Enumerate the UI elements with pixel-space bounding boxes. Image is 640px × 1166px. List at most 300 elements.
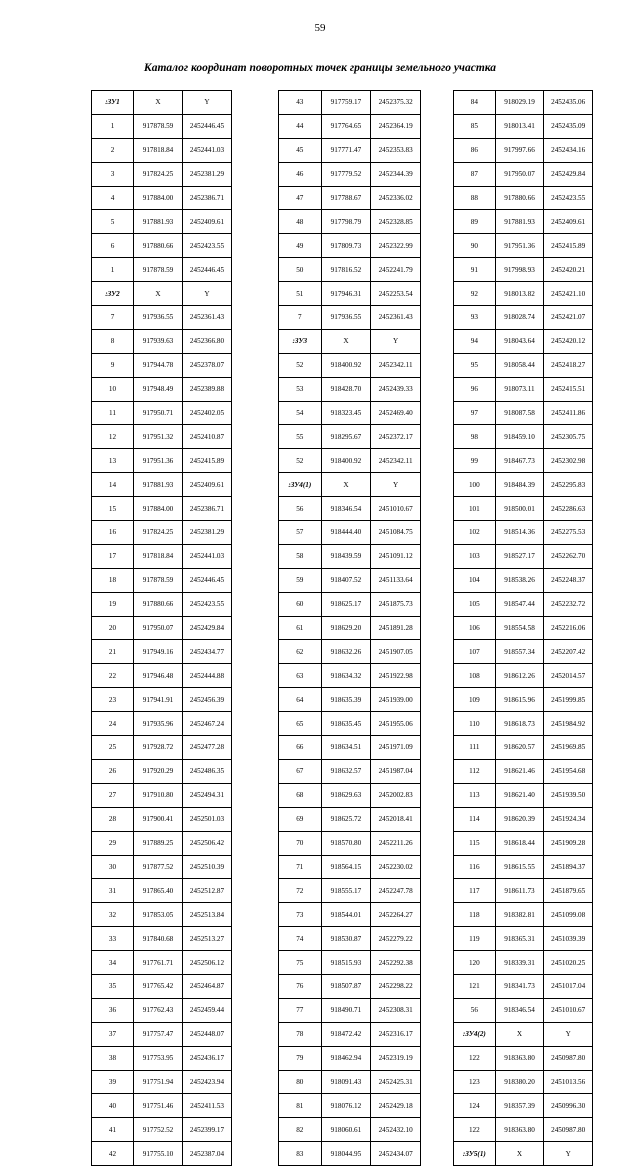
- x-coordinate: 917920.29: [134, 759, 183, 783]
- point-number: 25: [92, 736, 134, 760]
- y-coordinate: 2452316.17: [371, 1022, 421, 1046]
- point-number: 93: [454, 306, 496, 330]
- y-coordinate: 2452279.22: [371, 927, 421, 951]
- table-row: [279, 640, 421, 664]
- table-row: [454, 401, 593, 425]
- point-number: 100: [454, 473, 496, 497]
- point-number: 72: [279, 879, 322, 903]
- x-coordinate: 918060.61: [321, 1118, 371, 1142]
- point-number: 54: [279, 401, 322, 425]
- x-coordinate: 918459.10: [495, 425, 544, 449]
- y-coordinate: 2452409.61: [183, 473, 232, 497]
- table-row: [454, 329, 593, 353]
- x-coordinate: 917880.66: [134, 592, 183, 616]
- x-coordinate: 918044.95: [321, 1142, 371, 1166]
- point-number: 33: [92, 927, 134, 951]
- point-number: 60: [279, 592, 322, 616]
- x-coordinate: 918538.26: [495, 568, 544, 592]
- table-row: [454, 114, 593, 138]
- y-coordinate: 2452446.45: [183, 258, 232, 282]
- parcel-label: :ЗУ3: [279, 329, 322, 353]
- point-number: 65: [279, 712, 322, 736]
- point-number: 63: [279, 664, 322, 688]
- table-row: [279, 736, 421, 760]
- point-number: 108: [454, 664, 496, 688]
- table-row: [279, 377, 421, 401]
- point-number: 37: [92, 1022, 134, 1046]
- point-number: 88: [454, 186, 496, 210]
- x-coordinate: 918490.71: [321, 998, 371, 1022]
- x-coordinate: 917878.59: [134, 568, 183, 592]
- y-coordinate: 2452429.84: [183, 616, 232, 640]
- point-number: 21: [92, 640, 134, 664]
- x-coordinate: 918618.44: [495, 831, 544, 855]
- table-row: [279, 353, 421, 377]
- table-row: [92, 640, 232, 664]
- x-coordinate: 918634.32: [321, 664, 371, 688]
- table-row: [279, 592, 421, 616]
- point-number: 118: [454, 903, 496, 927]
- table-row: [92, 473, 232, 497]
- x-coordinate: 918629.63: [321, 783, 371, 807]
- y-coordinate: 2452361.43: [183, 306, 232, 330]
- y-coordinate: 2452436.17: [183, 1046, 232, 1070]
- point-number: 82: [279, 1118, 322, 1142]
- x-coordinate: 917950.71: [134, 401, 183, 425]
- y-coordinate: 2452469.40: [371, 401, 421, 425]
- point-number: 55: [279, 425, 322, 449]
- x-coordinate: 917950.07: [495, 162, 544, 186]
- table-row: [279, 186, 421, 210]
- table-row: [92, 712, 232, 736]
- table-row: [92, 497, 232, 521]
- table-row: [92, 1094, 232, 1118]
- y-coordinate: 2451939.50: [544, 783, 593, 807]
- point-number: 15: [92, 497, 134, 521]
- x-coordinate: 917949.16: [134, 640, 183, 664]
- x-coordinate: 918073.11: [495, 377, 544, 401]
- parcel-header-row: [92, 91, 232, 115]
- y-coordinate: 2451907.05: [371, 640, 421, 664]
- point-number: 7: [92, 306, 134, 330]
- table-row: [92, 234, 232, 258]
- table-row: [92, 449, 232, 473]
- table-row: [92, 138, 232, 162]
- table-row: [279, 855, 421, 879]
- table-row: [279, 234, 421, 258]
- x-coordinate: 917878.59: [134, 258, 183, 282]
- point-number: 101: [454, 497, 496, 521]
- x-coordinate: 918462.94: [321, 1046, 371, 1070]
- table-row: [454, 783, 593, 807]
- point-number: 1: [92, 258, 134, 282]
- table-row: [454, 807, 593, 831]
- point-number: 74: [279, 927, 322, 951]
- y-coordinate: 2452432.10: [371, 1118, 421, 1142]
- point-number: 19: [92, 592, 134, 616]
- point-number: 39: [92, 1070, 134, 1094]
- x-coordinate: 918612.26: [495, 664, 544, 688]
- point-number: 30: [92, 855, 134, 879]
- y-coordinate: 2451133.64: [371, 568, 421, 592]
- y-coordinate: 2452298.22: [371, 974, 421, 998]
- point-number: 29: [92, 831, 134, 855]
- point-number: 44: [279, 114, 322, 138]
- x-coordinate: 918346.54: [321, 497, 371, 521]
- point-number: 81: [279, 1094, 322, 1118]
- point-number: 68: [279, 783, 322, 807]
- x-coordinate: 917948.49: [134, 377, 183, 401]
- parcel-label: :ЗУ4(2): [454, 1022, 496, 1046]
- x-coordinate: 918635.39: [321, 688, 371, 712]
- table-row: [279, 162, 421, 186]
- y-coordinate: 2452387.04: [183, 1142, 232, 1166]
- table-row: [279, 759, 421, 783]
- x-coordinate: 917889.25: [134, 831, 183, 855]
- point-number: 122: [454, 1046, 496, 1070]
- point-number: 16: [92, 521, 134, 545]
- point-number: 8: [92, 329, 134, 353]
- y-coordinate: 2452421.07: [544, 306, 593, 330]
- x-column-header: X: [495, 1142, 544, 1166]
- table-row: [454, 544, 593, 568]
- x-coordinate: 917881.93: [134, 473, 183, 497]
- point-number: 22: [92, 664, 134, 688]
- point-number: 76: [279, 974, 322, 998]
- x-coordinate: 918400.92: [321, 353, 371, 377]
- table-row: [279, 1118, 421, 1142]
- y-coordinate: 2452425.31: [371, 1070, 421, 1094]
- x-coordinate: 918363.80: [495, 1046, 544, 1070]
- point-number: 64: [279, 688, 322, 712]
- table-row: [92, 879, 232, 903]
- table-row: [279, 783, 421, 807]
- point-number: 34: [92, 951, 134, 975]
- point-number: 45: [279, 138, 322, 162]
- page-number: 59: [314, 22, 326, 34]
- table-row: [279, 664, 421, 688]
- table-row: [92, 521, 232, 545]
- document-title: Каталог координат поворотных точек границы земельного участка: [143, 62, 497, 74]
- table-row: [279, 1094, 421, 1118]
- x-coordinate: 918472.42: [321, 1022, 371, 1046]
- y-coordinate: 2451971.09: [371, 736, 421, 760]
- point-number: 66: [279, 736, 322, 760]
- y-coordinate: 2451984.92: [544, 712, 593, 736]
- table-row: [454, 927, 593, 951]
- point-number: 46: [279, 162, 322, 186]
- point-number: 48: [279, 210, 322, 234]
- y-coordinate: 2451955.06: [371, 712, 421, 736]
- y-coordinate: 2452322.99: [371, 234, 421, 258]
- x-coordinate: 917755.10: [134, 1142, 183, 1166]
- table-row: [92, 616, 232, 640]
- point-number: 7: [279, 306, 322, 330]
- point-number: 59: [279, 568, 322, 592]
- y-coordinate: 2452253.54: [371, 282, 421, 306]
- x-coordinate: 918013.41: [495, 114, 544, 138]
- y-coordinate: 2451969.85: [544, 736, 593, 760]
- x-coordinate: 918632.57: [321, 759, 371, 783]
- point-number: 10: [92, 377, 134, 401]
- point-number: 3: [92, 162, 134, 186]
- table-row: [454, 1070, 593, 1094]
- x-column-header: X: [495, 1022, 544, 1046]
- coordinates-table-3: [453, 90, 593, 1166]
- table-row: [454, 664, 593, 688]
- y-coordinate: 2451987.04: [371, 759, 421, 783]
- y-coordinate: 2452336.02: [371, 186, 421, 210]
- point-number: 91: [454, 258, 496, 282]
- table-row: [92, 688, 232, 712]
- point-number: 1: [92, 114, 134, 138]
- x-coordinate: 917818.84: [134, 138, 183, 162]
- point-number: 52: [279, 449, 322, 473]
- y-coordinate: 2452302.98: [544, 449, 593, 473]
- x-coordinate: 918635.45: [321, 712, 371, 736]
- table-row: [454, 425, 593, 449]
- x-coordinate: 917840.68: [134, 927, 183, 951]
- x-coordinate: 917951.36: [495, 234, 544, 258]
- x-coordinate: 917884.00: [134, 186, 183, 210]
- point-number: 86: [454, 138, 496, 162]
- x-coordinate: 918365.31: [495, 927, 544, 951]
- y-coordinate: 2450987.80: [544, 1046, 593, 1070]
- point-number: 113: [454, 783, 496, 807]
- y-coordinate: 2452247.78: [371, 879, 421, 903]
- x-coordinate: 917936.55: [321, 306, 371, 330]
- point-number: 102: [454, 521, 496, 545]
- point-number: 122: [454, 1118, 496, 1142]
- x-coordinate: 918544.01: [321, 903, 371, 927]
- point-number: 71: [279, 855, 322, 879]
- point-number: 123: [454, 1070, 496, 1094]
- y-coordinate: 2452446.45: [183, 568, 232, 592]
- table-row: [454, 1118, 593, 1142]
- point-number: 117: [454, 879, 496, 903]
- table-row: [279, 1046, 421, 1070]
- x-coordinate: 917881.93: [134, 210, 183, 234]
- point-number: 12: [92, 425, 134, 449]
- x-coordinate: 918091.43: [321, 1070, 371, 1094]
- x-coordinate: 918013.82: [495, 282, 544, 306]
- x-coordinate: 917998.93: [495, 258, 544, 282]
- x-coordinate: 917884.00: [134, 497, 183, 521]
- table-row: [279, 1142, 421, 1166]
- y-coordinate: 2452386.71: [183, 497, 232, 521]
- point-number: 27: [92, 783, 134, 807]
- table-row: [279, 306, 421, 330]
- y-coordinate: 2452014.57: [544, 664, 593, 688]
- table-row: [92, 210, 232, 234]
- x-column-header: X: [321, 473, 371, 497]
- y-coordinate: 2452434.07: [371, 1142, 421, 1166]
- y-coordinate: 2452292.38: [371, 951, 421, 975]
- x-coordinate: 918611.73: [495, 879, 544, 903]
- x-column-header: X: [321, 329, 371, 353]
- point-number: 4: [92, 186, 134, 210]
- y-coordinate: 2450996.30: [544, 1094, 593, 1118]
- x-coordinate: 918346.54: [495, 998, 544, 1022]
- y-column-header: Y: [544, 1022, 593, 1046]
- point-number: 6: [92, 234, 134, 258]
- y-coordinate: 2452399.17: [183, 1118, 232, 1142]
- y-coordinate: 2452439.33: [371, 377, 421, 401]
- y-coordinate: 2452441.03: [183, 138, 232, 162]
- y-coordinate: 2452381.29: [183, 521, 232, 545]
- point-number: 50: [279, 258, 322, 282]
- y-coordinate: 2452328.85: [371, 210, 421, 234]
- table-row: [92, 1118, 232, 1142]
- x-coordinate: 918043.64: [495, 329, 544, 353]
- point-number: 84: [454, 91, 496, 115]
- x-coordinate: 918341.73: [495, 974, 544, 998]
- table-row: [279, 210, 421, 234]
- point-number: 97: [454, 401, 496, 425]
- x-coordinate: 918339.31: [495, 951, 544, 975]
- point-number: 41: [92, 1118, 134, 1142]
- point-number: 32: [92, 903, 134, 927]
- table-row: [92, 974, 232, 998]
- point-number: 57: [279, 521, 322, 545]
- y-column-header: Y: [371, 473, 421, 497]
- x-coordinate: 917779.52: [321, 162, 371, 186]
- y-coordinate: 2452501.03: [183, 807, 232, 831]
- point-number: 67: [279, 759, 322, 783]
- x-coordinate: 917950.07: [134, 616, 183, 640]
- coordinates-table-1: [91, 90, 232, 1166]
- x-coordinate: 918629.20: [321, 616, 371, 640]
- table-row: [454, 640, 593, 664]
- y-coordinate: 2451099.08: [544, 903, 593, 927]
- y-coordinate: 2451013.56: [544, 1070, 593, 1094]
- table-row: [454, 951, 593, 975]
- y-coordinate: 2452435.06: [544, 91, 593, 115]
- y-coordinate: 2452423.55: [544, 186, 593, 210]
- point-number: 107: [454, 640, 496, 664]
- point-number: 58: [279, 544, 322, 568]
- y-coordinate: 2452415.51: [544, 377, 593, 401]
- table-row: [92, 1070, 232, 1094]
- x-coordinate: 918620.57: [495, 736, 544, 760]
- point-number: 38: [92, 1046, 134, 1070]
- x-coordinate: 918400.92: [321, 449, 371, 473]
- y-coordinate: 2452435.09: [544, 114, 593, 138]
- x-coordinate: 918363.80: [495, 1118, 544, 1142]
- x-coordinate: 917757.47: [134, 1022, 183, 1046]
- y-coordinate: 2452286.63: [544, 497, 593, 521]
- x-coordinate: 918407.52: [321, 568, 371, 592]
- point-number: 24: [92, 712, 134, 736]
- point-number: 69: [279, 807, 322, 831]
- y-coordinate: 2452232.72: [544, 592, 593, 616]
- y-coordinate: 2452513.27: [183, 927, 232, 951]
- y-coordinate: 2452464.87: [183, 974, 232, 998]
- point-number: 61: [279, 616, 322, 640]
- x-coordinate: 918527.17: [495, 544, 544, 568]
- table-row: [279, 91, 421, 115]
- table-row: [92, 736, 232, 760]
- point-number: 49: [279, 234, 322, 258]
- table-row: [92, 114, 232, 138]
- point-number: 42: [92, 1142, 134, 1166]
- x-coordinate: 918625.72: [321, 807, 371, 831]
- y-coordinate: 2452506.12: [183, 951, 232, 975]
- y-coordinate: 2452342.11: [371, 353, 421, 377]
- table-row: [279, 449, 421, 473]
- y-coordinate: 2452423.55: [183, 592, 232, 616]
- y-coordinate: 2451879.65: [544, 879, 593, 903]
- y-coordinate: 2452372.17: [371, 425, 421, 449]
- point-number: 26: [92, 759, 134, 783]
- point-number: 106: [454, 616, 496, 640]
- point-number: 2: [92, 138, 134, 162]
- y-coordinate: 2452444.88: [183, 664, 232, 688]
- table-row: [279, 927, 421, 951]
- y-coordinate: 2452441.03: [183, 544, 232, 568]
- table-row: [279, 831, 421, 855]
- x-coordinate: 917818.84: [134, 544, 183, 568]
- point-number: 90: [454, 234, 496, 258]
- y-coordinate: 2452421.10: [544, 282, 593, 306]
- x-coordinate: 917939.63: [134, 329, 183, 353]
- table-row: [279, 807, 421, 831]
- x-coordinate: 917765.42: [134, 974, 183, 998]
- point-number: 124: [454, 1094, 496, 1118]
- x-coordinate: 917752.52: [134, 1118, 183, 1142]
- x-coordinate: 917853.05: [134, 903, 183, 927]
- y-coordinate: 2451939.00: [371, 688, 421, 712]
- table-row: [92, 401, 232, 425]
- table-row: [454, 759, 593, 783]
- table-row: [279, 401, 421, 425]
- x-coordinate: 917997.66: [495, 138, 544, 162]
- y-coordinate: 2452434.16: [544, 138, 593, 162]
- y-coordinate: 2452295.83: [544, 473, 593, 497]
- table-row: [279, 258, 421, 282]
- table-row: [454, 210, 593, 234]
- table-row: [279, 521, 421, 545]
- table-row: [92, 1046, 232, 1070]
- x-coordinate: 918357.39: [495, 1094, 544, 1118]
- table-row: [92, 306, 232, 330]
- point-number: 116: [454, 855, 496, 879]
- x-coordinate: 918295.67: [321, 425, 371, 449]
- table-row: [92, 568, 232, 592]
- point-number: 75: [279, 951, 322, 975]
- table-row: [279, 951, 421, 975]
- table-row: [454, 473, 593, 497]
- y-coordinate: 2452486.35: [183, 759, 232, 783]
- point-number: 36: [92, 998, 134, 1022]
- y-coordinate: 2452230.02: [371, 855, 421, 879]
- parcel-header-row: [279, 329, 421, 353]
- y-coordinate: 2452342.11: [371, 449, 421, 473]
- point-number: 43: [279, 91, 322, 115]
- point-number: 96: [454, 377, 496, 401]
- y-coordinate: 2452423.55: [183, 234, 232, 258]
- x-coordinate: 918028.74: [495, 306, 544, 330]
- y-column-header: Y: [183, 282, 232, 306]
- x-coordinate: 918564.15: [321, 855, 371, 879]
- x-coordinate: 917762.43: [134, 998, 183, 1022]
- y-coordinate: 2452305.75: [544, 425, 593, 449]
- y-coordinate: 2451020.25: [544, 951, 593, 975]
- table-row: [92, 759, 232, 783]
- parcel-label: :ЗУ4(1): [279, 473, 322, 497]
- x-coordinate: 918029.19: [495, 91, 544, 115]
- table-row: [279, 425, 421, 449]
